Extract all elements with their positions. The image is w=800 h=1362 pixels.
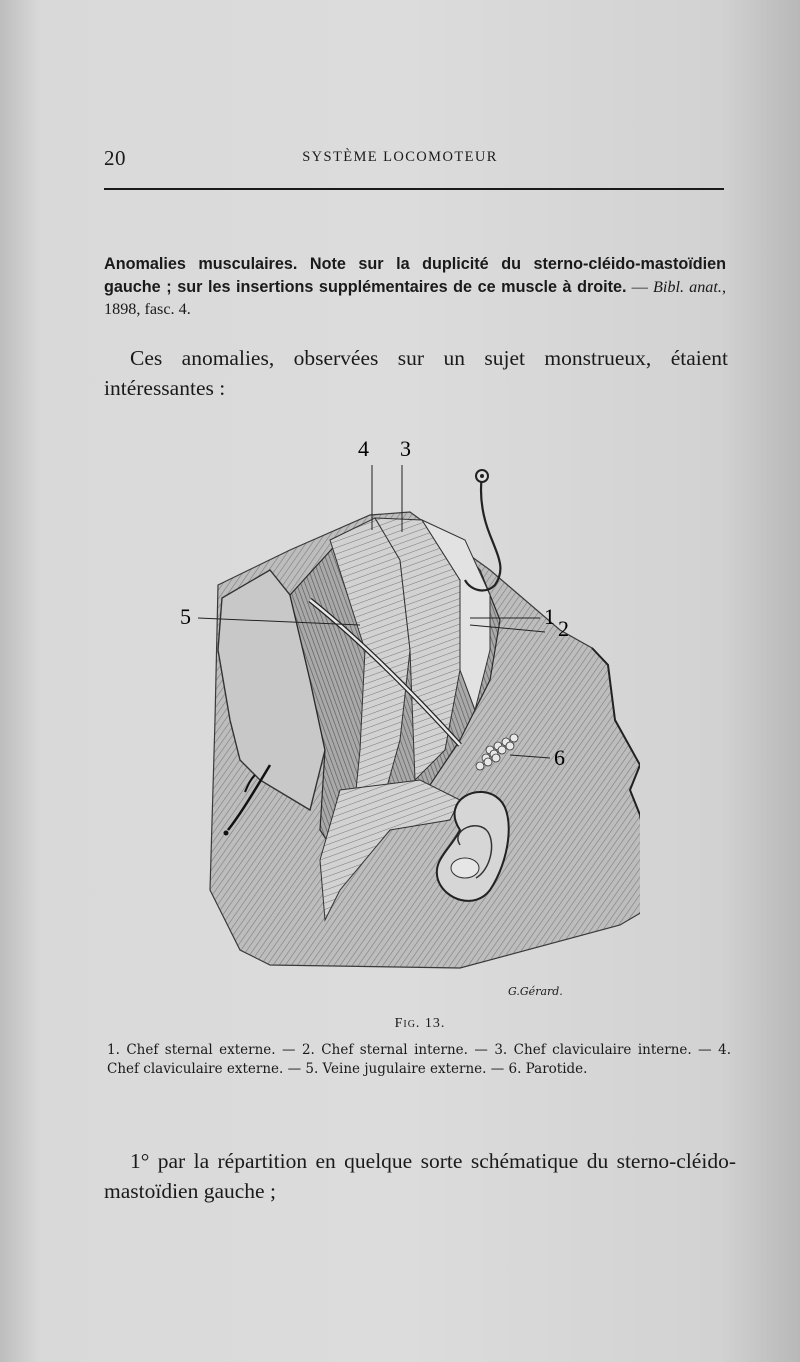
engraver-signature: G.Gérard.	[508, 985, 563, 998]
label-2: 2	[558, 616, 569, 641]
label-3: 3	[400, 436, 411, 461]
label-6: 6	[554, 745, 565, 770]
label-5: 5	[180, 604, 191, 629]
header-rule	[104, 188, 724, 190]
bibliography-entry	[104, 253, 726, 321]
anatomical-figure	[160, 420, 640, 980]
paragraph-intro: Ces anomalies, observées sur un sujet monstrueux, étaient intéressantes :	[104, 346, 728, 400]
entry-citation: , 1898, fasc. 4.	[104, 277, 726, 318]
entry-dash: —	[626, 277, 653, 296]
running-head: SYSTÈME LOCOMOTEUR	[302, 149, 498, 165]
entry-title: Anomalies musculaires. Note sur la duplicité du sterno-cléido-mastoïdien gauche ; sur les insertions supplémentaires de ce muscle à droite.	[104, 255, 726, 296]
figure-illustration	[160, 420, 640, 980]
figure-caption: Fig. 13.	[394, 1016, 446, 1031]
entry-journal: Bibl. anat.	[652, 277, 722, 296]
paragraph-point-1: 1° par la répartition en quelque sorte schématique du sterno-cléido-mastoïdien gauche ;	[104, 1149, 736, 1203]
figure-legend: 1. Chef sternal externe. — 2. Chef sternal interne. — 3. Chef claviculaire interne. — 4. Chef claviculaire externe. — 5. Veine jugulaire externe. — 6. Parotide.	[107, 1042, 731, 1077]
label-4: 4	[358, 436, 369, 461]
label-1: 1	[544, 604, 555, 629]
page-number: 20	[104, 146, 126, 170]
